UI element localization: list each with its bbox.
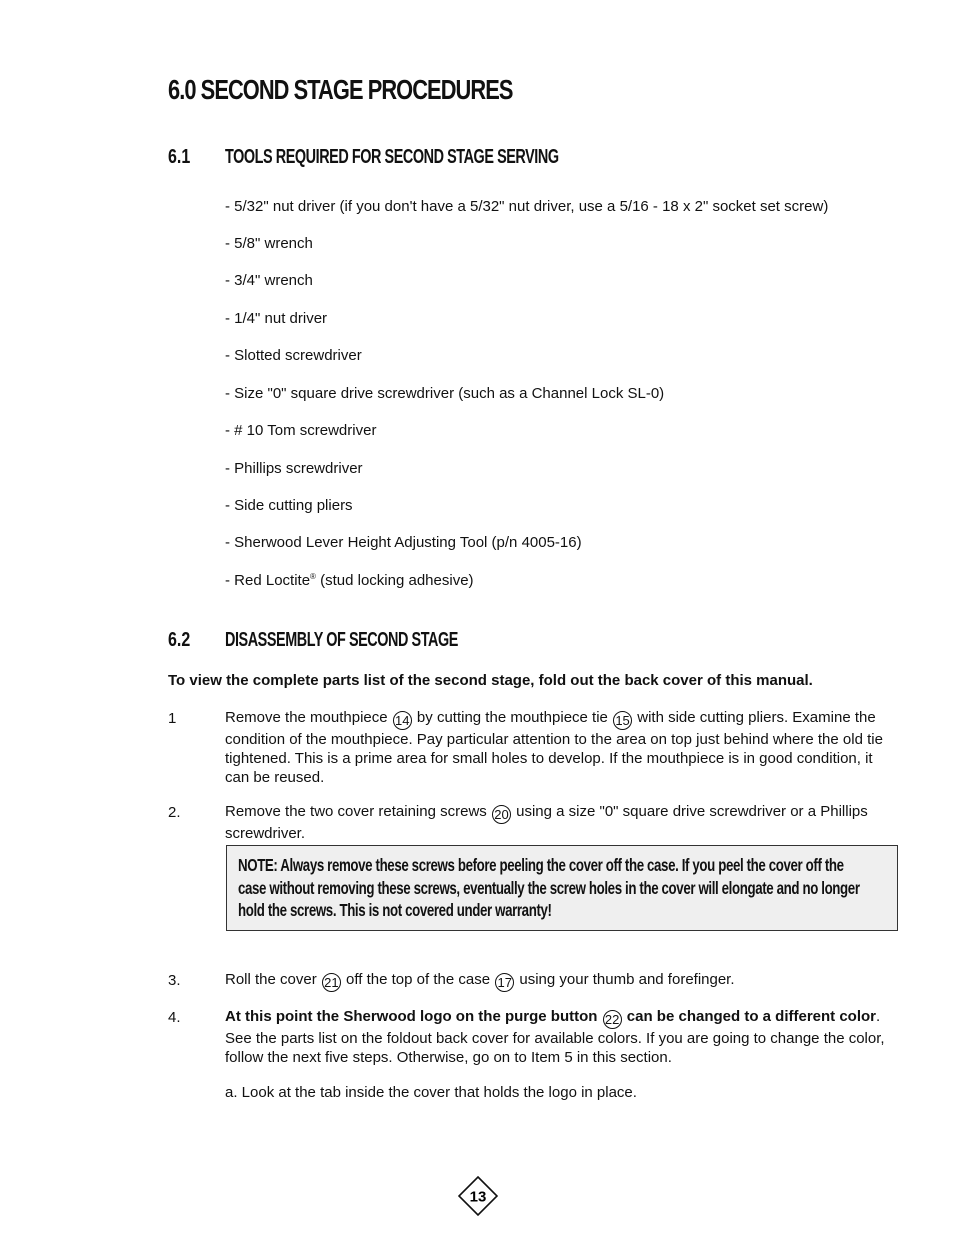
step-2-text xyxy=(225,802,885,843)
page-number: 13 xyxy=(469,1188,487,1206)
step-4-text xyxy=(225,1007,885,1067)
tool-suffix: (stud locking adhesive) xyxy=(315,572,474,589)
step-3-text xyxy=(225,970,885,992)
step-bold-text: At this point the Sherwood logo on the purge button xyxy=(225,1008,602,1025)
step-text: Remove the mouthpiece xyxy=(225,709,392,726)
tool-item: - 3/4" wrench xyxy=(225,272,313,289)
step-text: . See the parts list on the foldout back cover for available colors. If you are going to change the color, follow the next five steps. Otherwise, go on to Item 5 in this section. xyxy=(225,1008,885,1066)
page-number-badge xyxy=(458,1176,498,1216)
step-1-text xyxy=(225,708,885,787)
step-number: 2. xyxy=(168,804,181,821)
callout-circle: 21 xyxy=(322,973,341,992)
tool-item: - 5/8" wrench xyxy=(225,235,313,252)
step-text: Remove the two cover retaining screws xyxy=(225,803,491,820)
section-title: 6.0 SECOND STAGE PROCEDURES xyxy=(168,74,513,105)
step-number: 3. xyxy=(168,972,181,989)
callout-circle: 15 xyxy=(613,711,632,730)
step-number: 1 xyxy=(168,710,177,727)
callout-circle: 17 xyxy=(495,973,514,992)
tool-item: - Size "0" square drive screwdriver (such as a Channel Lock SL-0) xyxy=(225,385,665,402)
tool-item: - 1/4" nut driver xyxy=(225,310,328,327)
step-bold-text: can be changed to a different color xyxy=(622,1008,876,1025)
tool-item: - Phillips screwdriver xyxy=(225,460,363,477)
step-text: Roll the cover xyxy=(225,971,321,988)
substep-a: a. Look at the tab inside the cover that holds the logo in place. xyxy=(225,1084,637,1101)
tool-item: - Side cutting pliers xyxy=(225,497,353,514)
tool-item: - Slotted screwdriver xyxy=(225,347,362,364)
intro-text: To view the complete parts list of the second stage, fold out the back cover of this manual. xyxy=(168,672,813,689)
subsection-number-6-2: 6.2 xyxy=(168,629,191,651)
registered-mark: ® xyxy=(310,572,316,581)
tool-item-loctite xyxy=(225,572,474,589)
step-text: using a size "0" square drive screwdriver or a Phillips screwdriver. xyxy=(225,803,868,842)
tool-item: - Sherwood Lever Height Adjusting Tool (p/n 4005-16) xyxy=(225,534,582,551)
tool-prefix: - Red Loctite xyxy=(225,572,311,589)
step-text: by cutting the mouthpiece tie xyxy=(412,709,613,726)
step-number: 4. xyxy=(168,1009,181,1026)
step-text: with side cutting pliers. Examine the condition of the mouthpiece. Pay particular attention to the area on top just behind where the old tie tightened. This is a prime area for small holes to develop. If the mouthpiece is in good condition, it can be reused. xyxy=(225,709,883,786)
subsection-title-6-2: DISASSEMBLY OF SECOND STAGE xyxy=(225,629,458,651)
tool-item: - # 10 Tom screwdriver xyxy=(225,422,377,439)
tool-item: - 5/32" nut driver (if you don't have a 5/32" nut driver, use a 5/16 - 18 x 2" socket set screw) xyxy=(225,198,829,215)
warning-note-box xyxy=(226,845,898,931)
subsection-number-6-1: 6.1 xyxy=(168,146,191,168)
warning-note-text: NOTE: Always remove these screws before peeling the cover off the case. If you peel the cover off the case without removing these screws, eventually the screw holes in the cover will elongate and no longer hold the screws. This is not covered under warranty! xyxy=(238,855,860,920)
callout-circle: 20 xyxy=(492,805,511,824)
subsection-title-6-1: TOOLS REQUIRED FOR SECOND STAGE SERVING xyxy=(225,146,559,168)
callout-circle: 22 xyxy=(603,1010,622,1029)
callout-circle: 14 xyxy=(393,711,412,730)
step-text: using your thumb and forefinger. xyxy=(515,971,735,988)
diamond-icon xyxy=(458,1176,498,1216)
step-text: off the top of the case xyxy=(341,971,495,988)
